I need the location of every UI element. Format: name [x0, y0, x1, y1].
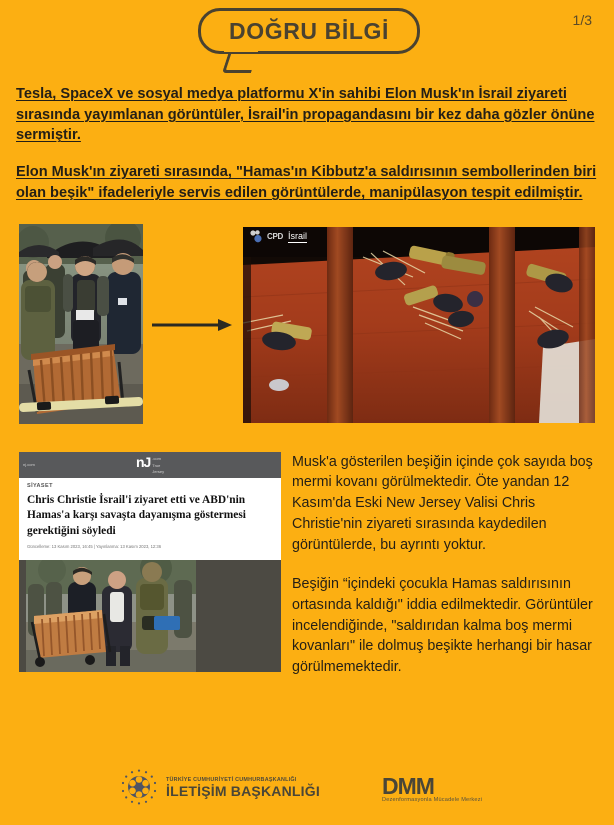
dmm-logo	[382, 774, 482, 804]
headline-2: Elon Musk'ın ziyareti sırasında, "Hamas'ın Kibbutz'a saldırısının sembollerinden biri olan beşik" ifadeleriyle servis edilen görüntülerde, manipülasyon tespit edilmiştir.	[16, 164, 597, 201]
njcom-logo-true: True	[152, 462, 161, 468]
cpd-logo-icon	[249, 230, 283, 244]
lower-section	[0, 452, 614, 722]
clipping-topbar-menu: nj.com	[23, 462, 35, 468]
dmm-tagline: Dezenformasyonla Mücadele Merkezi	[382, 797, 483, 804]
headline-block	[0, 72, 614, 204]
body-paragraph-2: Beşiğin “içindeki çocukla Hamas saldırısının ortasında kaldığı" iddia edilmektedir. Görüntüler incelendiğinde, "saldırıdan kalma boş mermi kovanları" ile dolmuş beşikte herhangi bir hasar görülmemektedir.	[292, 575, 593, 676]
presidency-emblem-icon	[120, 768, 158, 811]
media-row	[0, 220, 614, 432]
iletisim-top-line: TÜRKİYE CUMHURİYETİ CUMHURBAŞKANLIĞI	[166, 777, 297, 784]
headline-1: Tesla, SpaceX ve sosyal medya platformu X'in sahibi Elon Musk'ın İsrail ziyareti sırasında yayımlanan görüntüler, İsrail'in propagandasını bir kez daha gözler önüne sermiştir.	[16, 86, 595, 144]
dmm-wordmark: DMM	[382, 773, 434, 799]
clipping-meta: Güncelleme: 13 Kasım 2023, 16:45 | Yayınlanma: 13 Kasım 2023, 12:36	[27, 544, 162, 550]
njcom-logo-mark: nJ	[135, 454, 151, 471]
clipping-headline: Chris Christie İsrail'i ziyaret etti ve ABD'nin Hamas'a karşı savaşta dayanışma göstermesi gerektiğini söyledi	[27, 493, 246, 537]
doğru-bilgi-badge	[198, 8, 420, 54]
video-location-label: İsrail	[288, 230, 308, 241]
badge-label: DOĞRU BİLGİ	[229, 17, 389, 44]
cpd-logo-text: CPD	[267, 232, 283, 242]
njcom-logo	[136, 455, 164, 474]
crib-video-frame[interactable]	[243, 227, 595, 423]
njcom-logo-jersey: Jersey	[152, 468, 165, 474]
video-watermark	[249, 230, 307, 244]
njcom-logo-com: .com	[152, 456, 161, 462]
news-clipping[interactable]	[19, 452, 281, 673]
page-header	[0, 0, 614, 72]
clipping-topbar	[19, 452, 281, 478]
clipping-photo	[19, 560, 281, 672]
iletisim-main-line: İLETİŞİM BAŞKANLIĞI	[166, 783, 320, 800]
clipping-category: SİYASET	[27, 482, 53, 489]
body-paragraph-1: Musk'a gösterilen beşiğin içinde çok sayıda boş mermi kovanı görülmektedir. Öte yandan 12 Kasım'da Eski New Jersey Valisi Chris Christie'nin ziyareti sırasında kaydedilen görüntülerde, bu ayrıntı yoktur.	[292, 453, 593, 554]
page-footer	[0, 759, 614, 819]
clipping-body	[19, 478, 281, 561]
iletisim-baskanligi-logo	[120, 768, 320, 811]
musk-visit-photo	[19, 224, 143, 424]
body-text-column	[292, 452, 598, 697]
arrow-right-icon	[152, 318, 234, 332]
page-indicator: 1/3	[572, 12, 592, 28]
badge-tail-mask	[224, 44, 258, 52]
